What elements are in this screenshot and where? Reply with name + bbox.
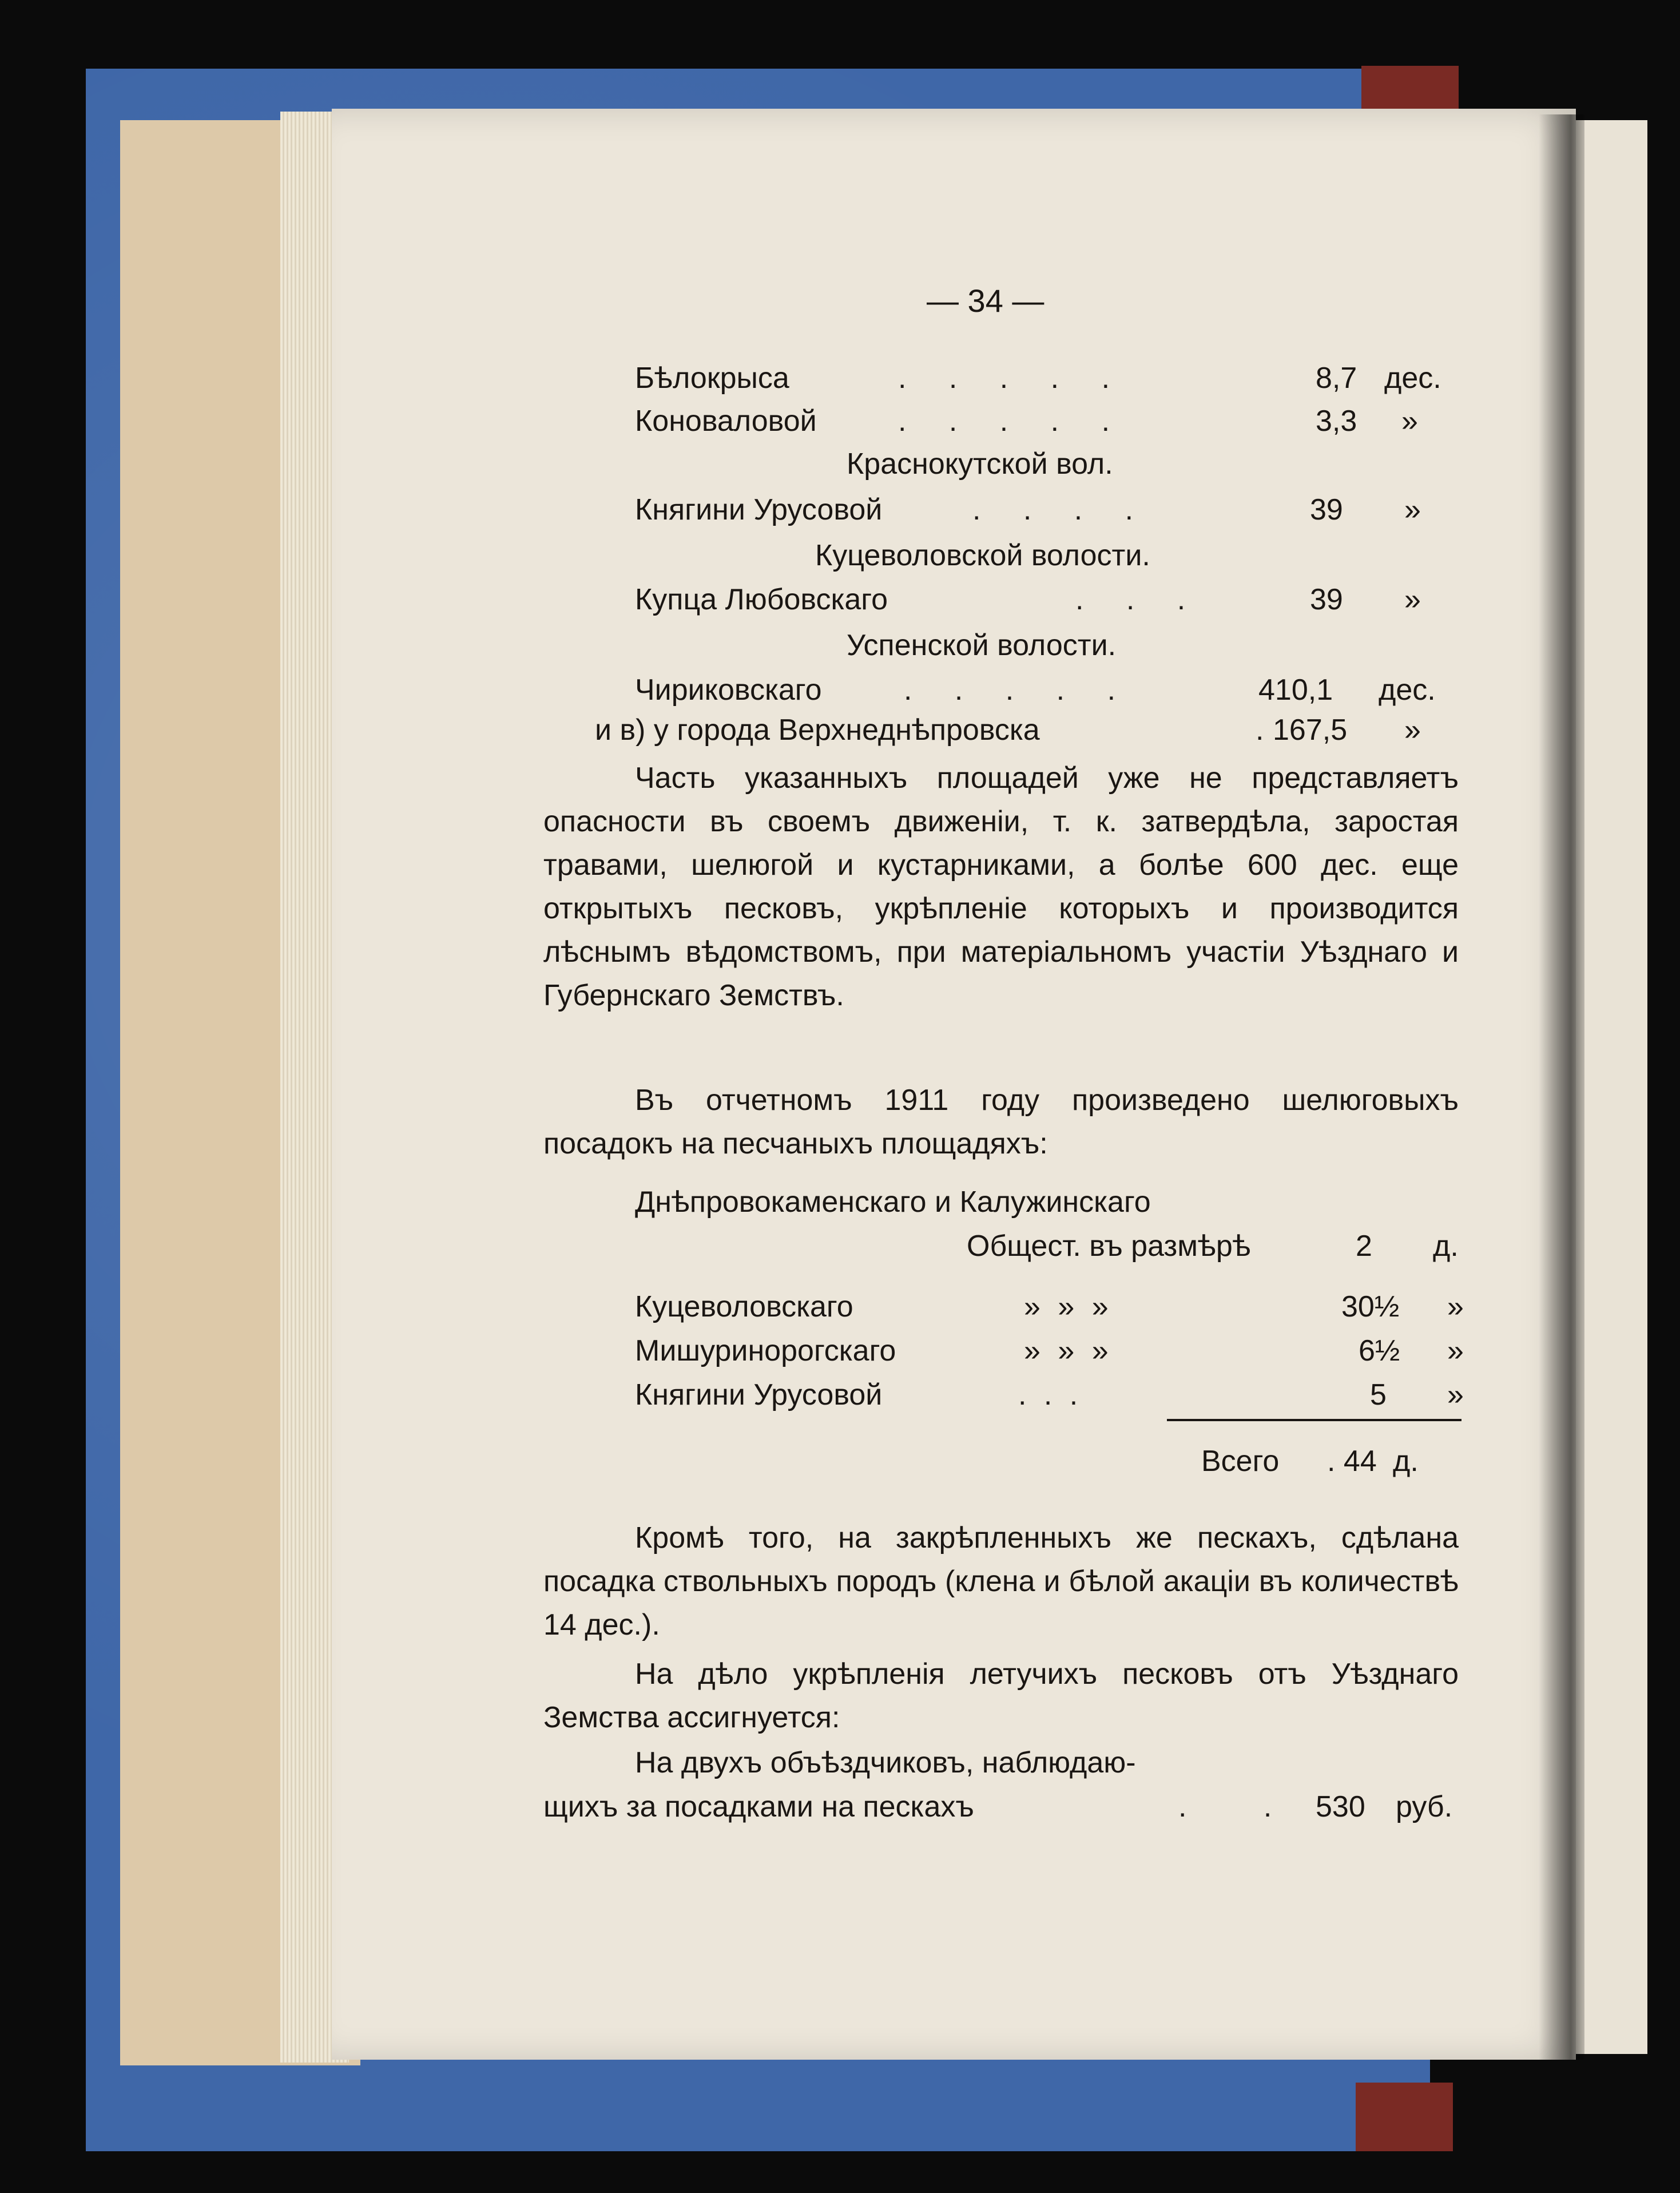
paragraph: Часть указанныхъ площадей уже не представляетъ опасности въ своемъ движенiи, т. к. затвердѣла, заростая травами, шелюгой и кустарниками, а болѣе 600 дес. еще открытыхъ песковъ, укрѣпленiе которыхъ и производится лѣснымъ вѣдомствомъ, при матерiальномъ участiи Уѣзднаго и Губернскаго Земствъ. (543, 762, 1459, 1012)
list-item-name: Куцеволовскаго (635, 1290, 853, 1323)
section-heading: Краснокутской вол. (847, 447, 1113, 481)
list-item-unit: д. (1433, 1230, 1459, 1263)
list-item-unit: » (1401, 405, 1418, 438)
paragraph: На дѣло укрѣпленiя летучихъ песковъ отъ Уѣзднаго Земства ассигнуется: (543, 1657, 1459, 1734)
list-item-marks: » » » (1024, 1334, 1113, 1367)
page-number: — 34 — (927, 283, 1044, 319)
list-item-unit: дес. (1379, 673, 1436, 707)
list-item-marks: . . . (1018, 1378, 1083, 1411)
section-heading: Успенской волости. (847, 629, 1117, 662)
list-item-name: Мишуринорогскаго (635, 1334, 896, 1367)
list-item-dots: . . . . . (898, 362, 1127, 395)
list-item-value: 6½ (1359, 1334, 1400, 1367)
sum-rule (1167, 1419, 1461, 1421)
list-item-unit: » (1404, 493, 1421, 526)
gutter-shadow (1539, 114, 1584, 2060)
paragraph: Въ отчетномъ 1911 году произведено шелюговыхъ посадокъ на песчаныхъ площадяхъ: (543, 1084, 1459, 1160)
list-item-dots: . (1256, 713, 1264, 747)
list-item-value: 167,5 (1273, 713, 1348, 747)
expense-dots: . . (1178, 1790, 1306, 1823)
list-item-dots: . . . (1075, 583, 1203, 616)
list-item-value: 2 (1356, 1230, 1372, 1263)
list-item-dots: . . . . . (898, 405, 1127, 438)
expense-unit: руб. (1396, 1790, 1453, 1823)
list-item-dots: . . . . (972, 493, 1151, 526)
list-intro: Днѣпровокаменскаго и Калужинскаго (635, 1185, 1151, 1219)
list-item-name: Коноваловой (635, 405, 817, 438)
expense-line: На двухъ объѣздчиковъ, наблюдаю- (635, 1746, 1136, 1779)
total-label: Всего (1201, 1445, 1280, 1478)
expense-value: 530 (1316, 1790, 1365, 1823)
list-item-marks: » » » (1024, 1290, 1113, 1323)
list-item-unit: » (1404, 583, 1421, 616)
list-item-name: Княгини Урусовой (635, 1378, 883, 1411)
total-value: . 44 (1327, 1445, 1377, 1478)
expense-line: щихъ за посадками на пескахъ (543, 1790, 974, 1823)
list-item-name: Княгини Урусовой (635, 493, 883, 526)
list-item-value: 39 (1310, 493, 1343, 526)
list-intro-cont: Общест. въ размѣрѣ (967, 1230, 1251, 1263)
list-item-name: Купца Любовскаго (635, 583, 888, 616)
list-item-value: 3,3 (1316, 405, 1357, 438)
list-item-name: Бѣлокрыса (635, 362, 789, 395)
list-item-value: 410,1 (1258, 673, 1333, 707)
list-item-value: 39 (1310, 583, 1343, 616)
list-item-unit: » (1404, 713, 1421, 747)
list-item-value: 5 (1370, 1378, 1387, 1411)
list-item-value: 8,7 (1316, 362, 1357, 395)
list-item-dots: . . . . . (904, 673, 1133, 707)
list-item-unit: » (1447, 1290, 1464, 1323)
list-item-value: 30½ (1341, 1290, 1400, 1323)
total-unit: д. (1393, 1445, 1419, 1478)
list-item-unit: » (1447, 1334, 1464, 1367)
paragraph: Кромѣ того, на закрѣпленныхъ же пескахъ, сдѣлана посадка ствольныхъ породъ (клена и бѣлой акацiи въ количествѣ 14 дес.). (543, 1521, 1459, 1641)
list-item-name: Чириковскаго (635, 673, 822, 707)
section-heading: Куцеволовской волости. (815, 539, 1150, 572)
list-item-unit: » (1447, 1378, 1464, 1411)
spine-red-bottom (1356, 2083, 1453, 2151)
list-item-unit: дес. (1384, 362, 1441, 395)
list-item-name: и в) у города Верхнеднѣпровска (595, 713, 1040, 747)
